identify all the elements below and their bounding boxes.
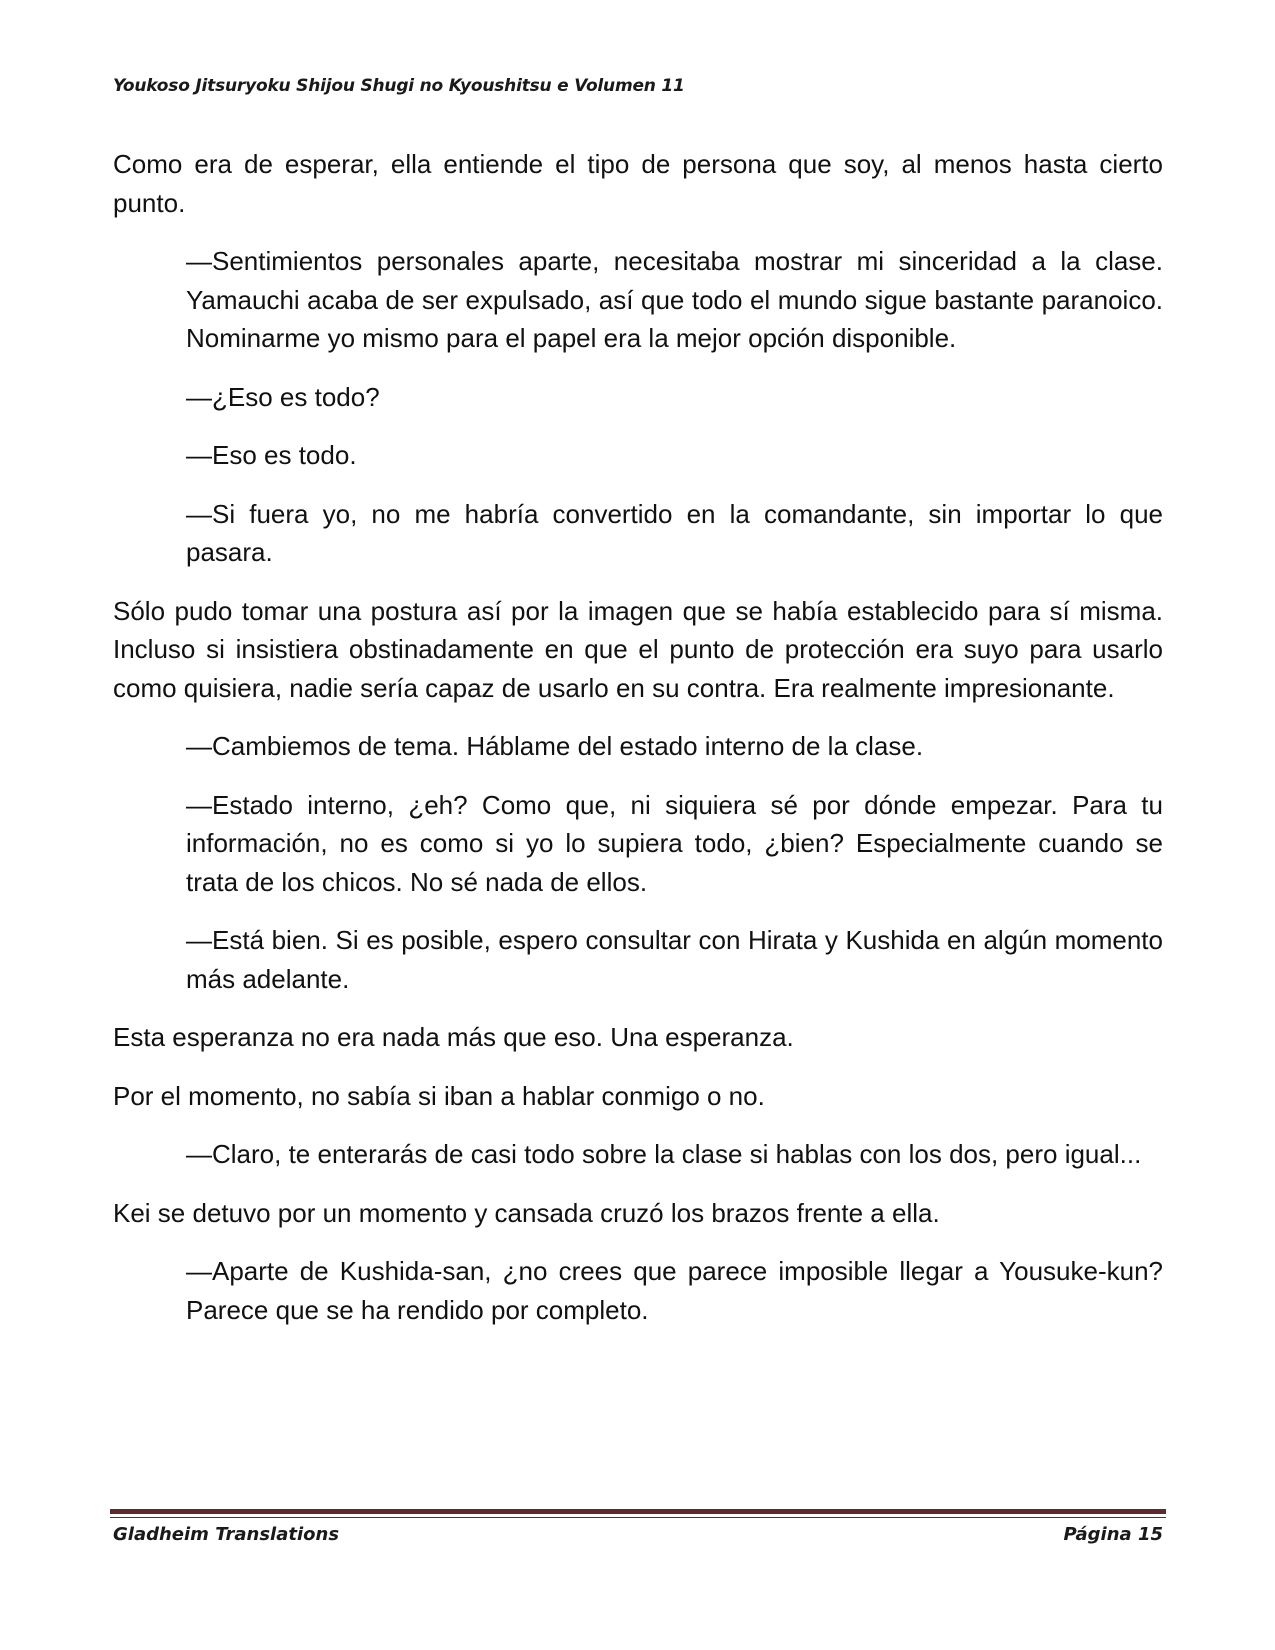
dialogue-2: —¿Eso es todo? bbox=[186, 381, 380, 412]
paragraph-5: Kei se detuvo por un momento y cansada cruzó los brazos frente a ella. bbox=[113, 1197, 940, 1228]
dialogue-4: —Si fuera yo, no me habría convertido en la comandante, sin importar lo que pasara. bbox=[186, 498, 1163, 567]
dialogue-1: —Sentimientos personales aparte, necesitaba mostrar mi sinceridad a la clase. Yamauchi acaba de ser expulsado, así que todo el mundo sigue bastante paranoico. Nominarme yo mismo para el papel era la mejor opción disponible. bbox=[186, 246, 1163, 353]
dialogue-3: —Eso es todo. bbox=[186, 440, 357, 470]
footer-divider-thin bbox=[110, 1517, 1166, 1518]
paragraph-2: Sólo pudo tomar una postura así por la imagen que se había establecido para sí misma. Incluso si insistiera obstinadamente en que el punto de protección era suyo para usarlo como quisiera, nadie sería capaz de usarlo en su contra. Era realmente impresionante. bbox=[113, 595, 1163, 703]
dialogue-6: —Estado interno, ¿eh? Como que, ni siquiera sé por dónde empezar. Para tu información, no es como si yo lo supiera todo, ¿bien? Especialmente cuando se trata de los chicos. No sé nada de ellos. bbox=[186, 789, 1163, 897]
dialogue-8: —Claro, te enterarás de casi todo sobre la clase si hablas con los dos, pero igual... bbox=[186, 1139, 1142, 1169]
footer-page-number: Página 15 bbox=[1063, 1524, 1163, 1545]
running-header: Youkoso Jitsuryoku Shijou Shugi no Kyoushitsu e Volumen 11 bbox=[113, 76, 685, 96]
page-body bbox=[113, 145, 1163, 1349]
paragraph-3: Esta esperanza no era nada más que eso. Una esperanza. bbox=[113, 1022, 794, 1052]
footer-divider-thick bbox=[110, 1509, 1166, 1514]
paragraph-1: Como era de esperar, ella entiende el tipo de persona que soy, al menos hasta cierto punto. bbox=[113, 149, 1163, 218]
footer-publisher: Gladheim Translations bbox=[113, 1524, 340, 1545]
dialogue-5: —Cambiemos de tema. Háblame del estado interno de la clase. bbox=[186, 731, 924, 761]
dialogue-7: —Está bien. Si es posible, espero consultar con Hirata y Kushida en algún momento más adelante. bbox=[186, 925, 1163, 994]
dialogue-9: —Aparte de Kushida-san, ¿no crees que parece imposible llegar a Yousuke-kun? Parece que se ha rendido por completo. bbox=[186, 1256, 1163, 1325]
paragraph-4: Por el momento, no sabía si iban a hablar conmigo o no. bbox=[113, 1080, 765, 1111]
